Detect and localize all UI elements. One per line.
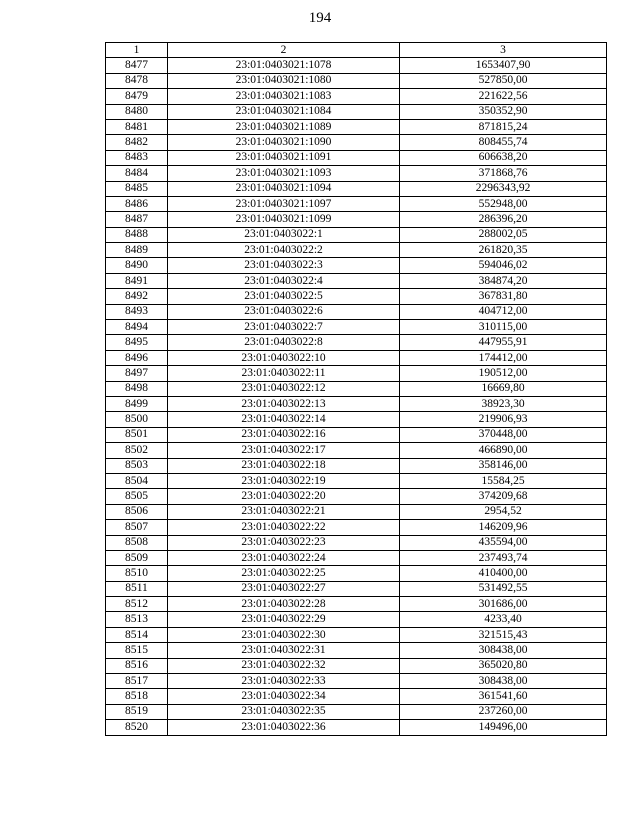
value-cell: 237493,74 bbox=[400, 550, 607, 565]
value-cell: 871815,24 bbox=[400, 119, 607, 134]
value-cell: 219906,93 bbox=[400, 412, 607, 427]
table-row bbox=[106, 119, 607, 134]
value-cell: 310115,00 bbox=[400, 320, 607, 335]
table-row bbox=[106, 227, 607, 242]
value-cell: 190512,00 bbox=[400, 366, 607, 381]
table-header bbox=[106, 43, 607, 58]
table-row bbox=[106, 273, 607, 288]
cadastral-table bbox=[105, 42, 607, 736]
table-row bbox=[106, 643, 607, 658]
row-number-cell: 8496 bbox=[106, 350, 168, 365]
value-cell: 16669,80 bbox=[400, 381, 607, 396]
value-cell: 38923,30 bbox=[400, 396, 607, 411]
value-cell: 237260,00 bbox=[400, 704, 607, 719]
table-row bbox=[106, 597, 607, 612]
value-cell: 286396,20 bbox=[400, 212, 607, 227]
value-cell: 358146,00 bbox=[400, 458, 607, 473]
row-number-cell: 8508 bbox=[106, 535, 168, 550]
page-number: 194 bbox=[308, 10, 332, 26]
table-row bbox=[106, 489, 607, 504]
value-cell: 606638,20 bbox=[400, 150, 607, 165]
value-cell: 384874,20 bbox=[400, 273, 607, 288]
row-number-cell: 8518 bbox=[106, 689, 168, 704]
cadastral-number-cell: 23:01:0403022:34 bbox=[168, 689, 400, 704]
cadastral-number-cell: 23:01:0403022:6 bbox=[168, 304, 400, 319]
value-cell: 370448,00 bbox=[400, 427, 607, 442]
cadastral-number-cell: 23:01:0403022:17 bbox=[168, 443, 400, 458]
value-cell: 808455,74 bbox=[400, 135, 607, 150]
row-number-cell: 8481 bbox=[106, 119, 168, 134]
row-number-cell: 8482 bbox=[106, 135, 168, 150]
table-row bbox=[106, 335, 607, 350]
row-number-cell: 8509 bbox=[106, 550, 168, 565]
table-row bbox=[106, 166, 607, 181]
value-cell: 221622,56 bbox=[400, 89, 607, 104]
row-number-cell: 8480 bbox=[106, 104, 168, 119]
cadastral-number-cell: 23:01:0403021:1099 bbox=[168, 212, 400, 227]
row-number-cell: 8490 bbox=[106, 258, 168, 273]
table-row bbox=[106, 520, 607, 535]
value-cell: 361541,60 bbox=[400, 689, 607, 704]
row-number-cell: 8504 bbox=[106, 473, 168, 488]
cadastral-number-cell: 23:01:0403021:1090 bbox=[168, 135, 400, 150]
value-cell: 466890,00 bbox=[400, 443, 607, 458]
header-cell-1: 1 bbox=[106, 43, 168, 58]
table-row bbox=[106, 366, 607, 381]
row-number-cell: 8500 bbox=[106, 412, 168, 427]
value-cell: 2296343,92 bbox=[400, 181, 607, 196]
row-number-cell: 8478 bbox=[106, 73, 168, 88]
table-row bbox=[106, 150, 607, 165]
row-number-cell: 8520 bbox=[106, 720, 168, 735]
row-number-cell: 8519 bbox=[106, 704, 168, 719]
value-cell: 447955,91 bbox=[400, 335, 607, 350]
table-row bbox=[106, 196, 607, 211]
table-row bbox=[106, 535, 607, 550]
table-row bbox=[106, 612, 607, 627]
cadastral-number-cell: 23:01:0403022:4 bbox=[168, 273, 400, 288]
cadastral-number-cell: 23:01:0403022:13 bbox=[168, 396, 400, 411]
cadastral-number-cell: 23:01:0403022:33 bbox=[168, 674, 400, 689]
row-number-cell: 8514 bbox=[106, 627, 168, 642]
table-row bbox=[106, 689, 607, 704]
row-number-cell: 8505 bbox=[106, 489, 168, 504]
value-cell: 308438,00 bbox=[400, 643, 607, 658]
row-number-cell: 8489 bbox=[106, 243, 168, 258]
row-number-cell: 8512 bbox=[106, 597, 168, 612]
row-number-cell: 8483 bbox=[106, 150, 168, 165]
cadastral-number-cell: 23:01:0403022:30 bbox=[168, 627, 400, 642]
cadastral-number-cell: 23:01:0403022:14 bbox=[168, 412, 400, 427]
cadastral-number-cell: 23:01:0403022:32 bbox=[168, 658, 400, 673]
row-number-cell: 8491 bbox=[106, 273, 168, 288]
table-row bbox=[106, 58, 607, 73]
table-row bbox=[106, 473, 607, 488]
row-number-cell: 8502 bbox=[106, 443, 168, 458]
value-cell: 367831,80 bbox=[400, 289, 607, 304]
table-body bbox=[106, 58, 607, 735]
value-cell: 527850,00 bbox=[400, 73, 607, 88]
table-row bbox=[106, 627, 607, 642]
value-cell: 552948,00 bbox=[400, 196, 607, 211]
table-row bbox=[106, 458, 607, 473]
table-row bbox=[106, 504, 607, 519]
cadastral-number-cell: 23:01:0403021:1084 bbox=[168, 104, 400, 119]
cadastral-number-cell: 23:01:0403022:25 bbox=[168, 566, 400, 581]
cadastral-number-cell: 23:01:0403022:2 bbox=[168, 243, 400, 258]
row-number-cell: 8501 bbox=[106, 427, 168, 442]
value-cell: 146209,96 bbox=[400, 520, 607, 535]
row-number-cell: 8517 bbox=[106, 674, 168, 689]
row-number-cell: 8488 bbox=[106, 227, 168, 242]
cadastral-number-cell: 23:01:0403022:18 bbox=[168, 458, 400, 473]
cadastral-number-cell: 23:01:0403021:1091 bbox=[168, 150, 400, 165]
table-row bbox=[106, 350, 607, 365]
cadastral-number-cell: 23:01:0403022:5 bbox=[168, 289, 400, 304]
table-row bbox=[106, 658, 607, 673]
table-row bbox=[106, 566, 607, 581]
value-cell: 4233,40 bbox=[400, 612, 607, 627]
value-cell: 308438,00 bbox=[400, 674, 607, 689]
table-row bbox=[106, 135, 607, 150]
table-row bbox=[106, 289, 607, 304]
row-number-cell: 8486 bbox=[106, 196, 168, 211]
row-number-cell: 8498 bbox=[106, 381, 168, 396]
value-cell: 371868,76 bbox=[400, 166, 607, 181]
cadastral-number-cell: 23:01:0403022:22 bbox=[168, 520, 400, 535]
row-number-cell: 8484 bbox=[106, 166, 168, 181]
cadastral-number-cell: 23:01:0403022:36 bbox=[168, 720, 400, 735]
value-cell: 1653407,90 bbox=[400, 58, 607, 73]
row-number-cell: 8477 bbox=[106, 58, 168, 73]
row-number-cell: 8510 bbox=[106, 566, 168, 581]
cadastral-number-cell: 23:01:0403022:35 bbox=[168, 704, 400, 719]
cadastral-number-cell: 23:01:0403022:10 bbox=[168, 350, 400, 365]
value-cell: 594046,02 bbox=[400, 258, 607, 273]
cadastral-number-cell: 23:01:0403022:12 bbox=[168, 381, 400, 396]
row-number-cell: 8493 bbox=[106, 304, 168, 319]
cadastral-number-cell: 23:01:0403021:1083 bbox=[168, 89, 400, 104]
row-number-cell: 8516 bbox=[106, 658, 168, 673]
cadastral-number-cell: 23:01:0403022:8 bbox=[168, 335, 400, 350]
cadastral-number-cell: 23:01:0403022:28 bbox=[168, 597, 400, 612]
cadastral-number-cell: 23:01:0403022:19 bbox=[168, 473, 400, 488]
table-row bbox=[106, 674, 607, 689]
row-number-cell: 8494 bbox=[106, 320, 168, 335]
value-cell: 435594,00 bbox=[400, 535, 607, 550]
value-cell: 15584,25 bbox=[400, 473, 607, 488]
table-row bbox=[106, 258, 607, 273]
value-cell: 531492,55 bbox=[400, 581, 607, 596]
row-number-cell: 8492 bbox=[106, 289, 168, 304]
cadastral-number-cell: 23:01:0403022:29 bbox=[168, 612, 400, 627]
row-number-cell: 8485 bbox=[106, 181, 168, 196]
value-cell: 365020,80 bbox=[400, 658, 607, 673]
table-row bbox=[106, 427, 607, 442]
table-row bbox=[106, 443, 607, 458]
cadastral-number-cell: 23:01:0403022:20 bbox=[168, 489, 400, 504]
value-cell: 301686,00 bbox=[400, 597, 607, 612]
cadastral-number-cell: 23:01:0403021:1094 bbox=[168, 181, 400, 196]
value-cell: 2954,52 bbox=[400, 504, 607, 519]
cadastral-number-cell: 23:01:0403021:1093 bbox=[168, 166, 400, 181]
row-number-cell: 8507 bbox=[106, 520, 168, 535]
header-row bbox=[106, 43, 607, 58]
cadastral-number-cell: 23:01:0403021:1080 bbox=[168, 73, 400, 88]
table-row bbox=[106, 104, 607, 119]
row-number-cell: 8511 bbox=[106, 581, 168, 596]
cadastral-number-cell: 23:01:0403022:16 bbox=[168, 427, 400, 442]
table-row bbox=[106, 704, 607, 719]
cadastral-number-cell: 23:01:0403022:21 bbox=[168, 504, 400, 519]
row-number-cell: 8515 bbox=[106, 643, 168, 658]
cadastral-number-cell: 23:01:0403022:31 bbox=[168, 643, 400, 658]
row-number-cell: 8495 bbox=[106, 335, 168, 350]
table-row bbox=[106, 212, 607, 227]
table-row bbox=[106, 320, 607, 335]
header-cell-3: 3 bbox=[400, 43, 607, 58]
value-cell: 321515,43 bbox=[400, 627, 607, 642]
row-number-cell: 8506 bbox=[106, 504, 168, 519]
table-row bbox=[106, 304, 607, 319]
value-cell: 174412,00 bbox=[400, 350, 607, 365]
table-row bbox=[106, 73, 607, 88]
table-row bbox=[106, 89, 607, 104]
value-cell: 404712,00 bbox=[400, 304, 607, 319]
value-cell: 261820,35 bbox=[400, 243, 607, 258]
cadastral-number-cell: 23:01:0403021:1089 bbox=[168, 119, 400, 134]
row-number-cell: 8503 bbox=[106, 458, 168, 473]
cadastral-number-cell: 23:01:0403022:7 bbox=[168, 320, 400, 335]
table-row bbox=[106, 581, 607, 596]
table-row bbox=[106, 381, 607, 396]
table-row bbox=[106, 181, 607, 196]
cadastral-number-cell: 23:01:0403022:3 bbox=[168, 258, 400, 273]
row-number-cell: 8497 bbox=[106, 366, 168, 381]
row-number-cell: 8513 bbox=[106, 612, 168, 627]
cadastral-number-cell: 23:01:0403022:11 bbox=[168, 366, 400, 381]
cadastral-number-cell: 23:01:0403022:24 bbox=[168, 550, 400, 565]
table-row bbox=[106, 550, 607, 565]
header-cell-2: 2 bbox=[168, 43, 400, 58]
cadastral-number-cell: 23:01:0403021:1078 bbox=[168, 58, 400, 73]
value-cell: 374209,68 bbox=[400, 489, 607, 504]
cadastral-number-cell: 23:01:0403022:1 bbox=[168, 227, 400, 242]
row-number-cell: 8479 bbox=[106, 89, 168, 104]
table-row bbox=[106, 720, 607, 735]
value-cell: 350352,90 bbox=[400, 104, 607, 119]
table-row bbox=[106, 412, 607, 427]
row-number-cell: 8487 bbox=[106, 212, 168, 227]
cadastral-number-cell: 23:01:0403022:23 bbox=[168, 535, 400, 550]
cadastral-number-cell: 23:01:0403021:1097 bbox=[168, 196, 400, 211]
row-number-cell: 8499 bbox=[106, 396, 168, 411]
table-row bbox=[106, 396, 607, 411]
value-cell: 149496,00 bbox=[400, 720, 607, 735]
value-cell: 410400,00 bbox=[400, 566, 607, 581]
value-cell: 288002,05 bbox=[400, 227, 607, 242]
table-row bbox=[106, 243, 607, 258]
cadastral-number-cell: 23:01:0403022:27 bbox=[168, 581, 400, 596]
